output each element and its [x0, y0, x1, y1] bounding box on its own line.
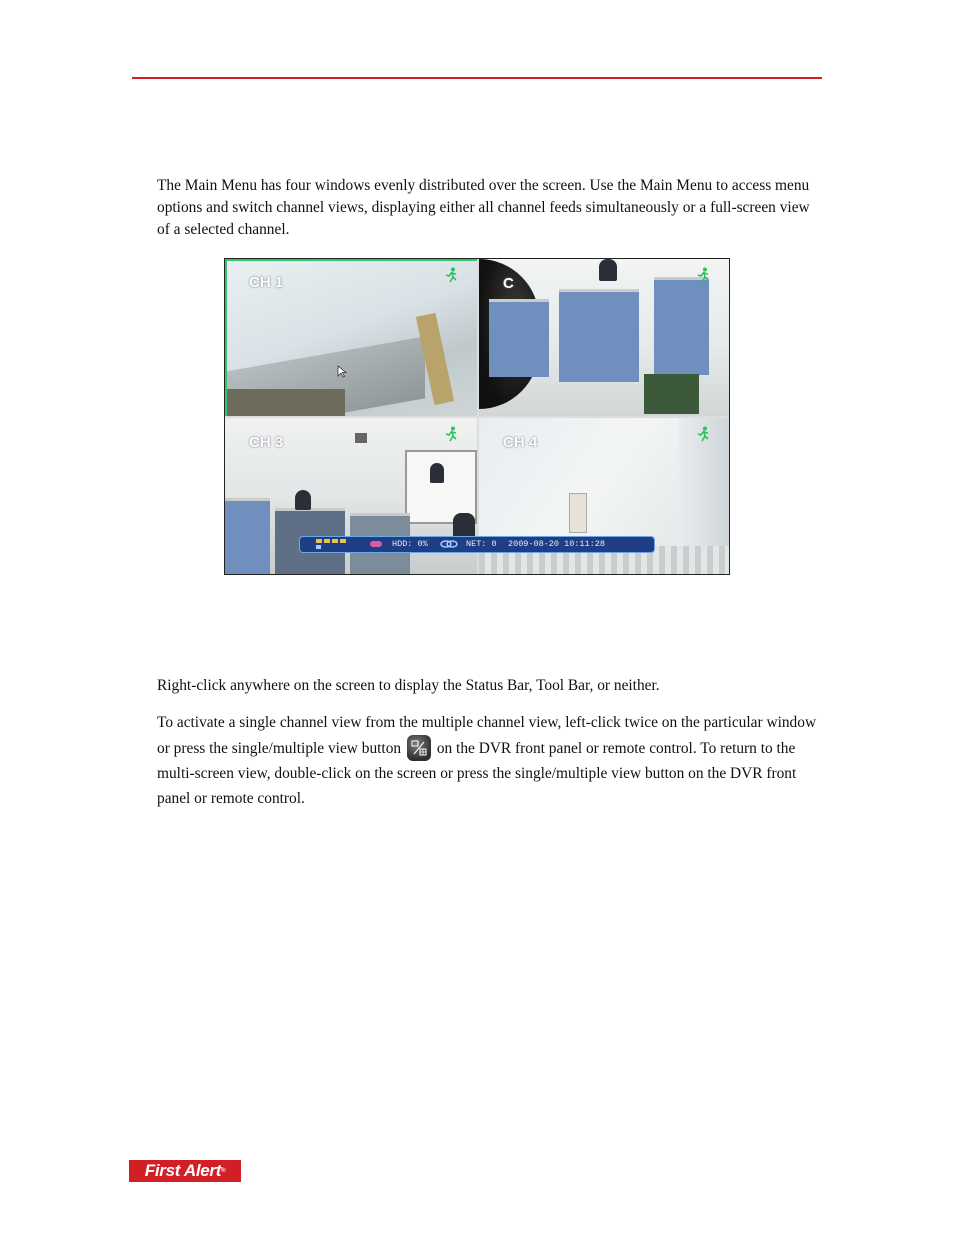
wall-clock [355, 433, 367, 443]
single-multiple-view-button-icon [407, 735, 431, 761]
hdd-status: HDD: 0% [392, 539, 428, 549]
person-figure [599, 259, 617, 281]
motion-detect-icon [695, 267, 711, 283]
dvr-status-bar[interactable] [299, 536, 655, 553]
channel-window-1[interactable] [225, 259, 477, 416]
cubicle-panel [225, 498, 270, 574]
first-alert-logo: First Alert® [129, 1160, 241, 1182]
header-rule [132, 77, 822, 79]
network-status: NET: 0 [466, 539, 497, 549]
channel-label: CH 3 [249, 434, 284, 451]
equipment-box [644, 374, 699, 414]
dvr-main-menu-screenshot [224, 258, 730, 575]
person-figure [430, 463, 444, 483]
channel-window-2[interactable] [479, 259, 729, 416]
single-view-paragraph [157, 710, 817, 811]
wall-panel [569, 493, 587, 533]
network-link-icon [440, 540, 458, 548]
channel-grid-icon [316, 539, 346, 549]
cubicle-panel [654, 277, 709, 375]
single-view-text-2: on the DVR front panel or remote control. To return to the multi-screen view, double-click on the screen or press the single/multiple view button on the DVR front panel or remote control. [157, 740, 797, 807]
motion-detect-icon [443, 426, 459, 442]
channel-label: CH 4 [503, 434, 538, 451]
selected-window-border [225, 259, 477, 416]
logo-text: First Alert [144, 1161, 222, 1180]
date-time: 2009-08-20 10:11:28 [508, 539, 605, 549]
motion-detect-icon [695, 426, 711, 442]
intro-paragraph: The Main Menu has four windows evenly distributed over the screen. Use the Main Menu to access menu options and switch channel views, displaying either all channel feeds simultaneously or a full-screen view of a selected channel. [157, 177, 810, 238]
person-figure [295, 490, 311, 510]
hdd-icon [370, 541, 382, 547]
single-view-text-1: To activate a single channel view from the multiple channel view, left-click twice on the particular window or press the single/multiple view button [157, 714, 817, 757]
right-click-paragraph: Right-click anywhere on the screen to display the Status Bar, Tool Bar, or neither. [157, 677, 660, 694]
cubicle-panel [489, 299, 549, 377]
channel-label: CH 1 [249, 274, 284, 291]
channel-label: C [503, 275, 514, 292]
cubicle-panel [559, 289, 639, 382]
